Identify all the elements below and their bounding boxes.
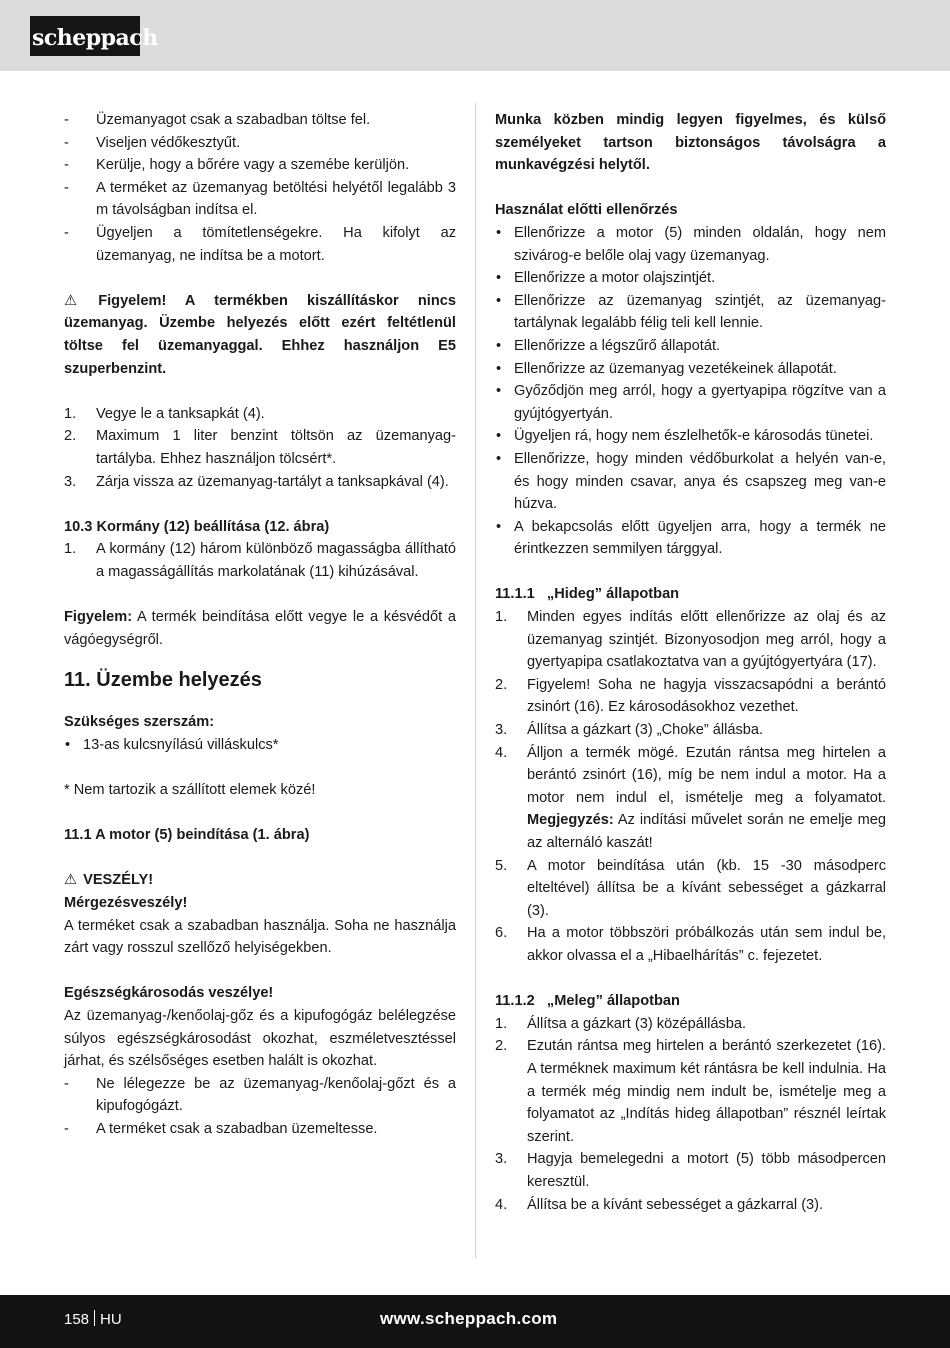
list-item: 2. Ezután rántsa meg hirtelen a berántó szerkezetet (16). A terméknek maximum két rántásra be kell indulnia. Ha a termék még mindig nem indult be, ismételje meg a folyamatot az „Indítás hideg állapotban” résznél leírtak szerint. — [495, 1038, 886, 1145]
poison-title: Mérgezésveszély! — [64, 895, 188, 911]
brand-logo: scheppach — [30, 16, 140, 56]
right-column — [495, 109, 886, 1216]
list-item: - A terméket csak a szabadban üzemeltesse. — [64, 1118, 456, 1141]
website-link[interactable]: www.scheppach.com — [380, 1309, 558, 1328]
caution-text: Figyelem! A termékben kiszállításkor nincs üzemanyag. Üzembe helyezés előtt ezért feltétlenül töltse fel üzemanyaggal. Ehhez használjon E5 szuperbenzint. — [64, 292, 456, 377]
list-item: • Ügyeljen rá, hogy nem észlelhetők-e károsodás tünetei. — [495, 425, 886, 448]
list-item: • A bekapcsolás előtt ügyeljen arra, hogy a termék ne érintkezzen semmilyen tárggyal. — [495, 516, 886, 561]
list-item: - Ne lélegezze be az üzemanyag-/kenőolaj-gőzt és a kipufogógázt. — [64, 1073, 456, 1118]
list-item: • Ellenőrizze a motor (5) minden oldalán, hogy nem szivárog-e belőle olaj vagy üzemanyag. — [495, 222, 886, 267]
health-text: Az üzemanyag-/kenőolaj-gőz és a kipufogógáz belélegzése súlyos egészségkárosodást okozhat, eszméletvesztéssel járhat, és szélsőséges esetben halált is okozhat. — [64, 1007, 456, 1070]
page-number: 158 HU — [64, 1311, 122, 1328]
list-item: 1. Vegye le a tanksapkát (4). — [64, 405, 265, 422]
left-column — [64, 109, 456, 1141]
page-header — [0, 0, 950, 71]
steps-10-3 — [64, 538, 456, 583]
section-heading-11-1: 11.1 A motor (5) beindítása (1. ábra) — [64, 827, 310, 844]
list-item: - Viseljen védőkesztyűt. — [64, 132, 456, 155]
list-item: 2. Figyelem! Soha ne hagyja visszacsapódni a berántó zsinórt (16). Ez károsodásokhoz vezethet. — [495, 676, 886, 716]
attention-note: Munka közben mindig legyen figyelmes, és külső személyeket tartson biztonságos távolságra a munkavégzési helytől. — [495, 112, 886, 174]
warm-start-steps — [495, 1013, 886, 1216]
section-heading-11: 11. Üzembe helyezés — [64, 669, 262, 692]
list-item: - Üzemanyagot csak a szabadban töltse fel. — [64, 109, 456, 132]
warning-triangle-icon: ⚠ — [64, 872, 78, 889]
warm-start-heading: 11.1.2 „Meleg” állapotban — [495, 993, 680, 1010]
list-item: • Ellenőrizze a légszűrő állapotát. — [495, 335, 886, 358]
page-footer — [0, 1295, 950, 1348]
cold-start-steps — [495, 606, 886, 968]
list-item: 4. Álljon a termék mögé. Ezután rántsa meg hirtelen a berántó zsinórt (16), míg be nem indul a motor. Ha a motor nem indul el, ismételje meg a folyamatot. Megjegyzés: Az indítási művelet során ne emelje meg az alternáló kaszát! — [495, 744, 886, 851]
precheck-list — [495, 222, 886, 561]
list-item: • Ellenőrizze az üzemanyag vezetékeinek állapotát. — [495, 358, 886, 381]
caution-note — [64, 290, 456, 380]
language-code: HU — [100, 1311, 122, 1328]
list-item: 3. Állítsa a gázkart (3) „Choke” állásba. — [495, 722, 764, 739]
fuel-safety-list — [64, 109, 456, 267]
list-item: • Ellenőrizze a motor olajszintjét. — [495, 267, 886, 290]
warning-triangle-icon: ⚠ — [64, 292, 93, 309]
list-item: - Ügyeljen a tömítetlenségekre. Ha kifolyt az üzemanyag, ne indítsa be a motort. — [64, 222, 456, 267]
list-item: 5. A motor beindítása után (kb. 15 -30 másodperc elteltével) állítsa be a kívánt sebességet a gázkarral (3). — [495, 857, 886, 919]
list-item: - Kerülje, hogy a bőrére vagy a szemébe kerüljön. — [64, 154, 456, 177]
list-item: 2. Maximum 1 liter benzint töltsön az üzemanyag-tartályba. Ehhez használjon tölcsért*. — [64, 428, 456, 467]
cold-start-heading: 11.1.1 „Hideg” állapotban — [495, 586, 680, 603]
section-heading-10-3: 10.3 Kormány (12) beállítása (12. ábra) — [64, 518, 330, 535]
poison-text: A terméket csak a szabadban használja. Soha ne használja zárt vagy rosszul szellőző helyiségekben. — [64, 917, 456, 957]
column-divider — [475, 103, 476, 1258]
list-item: 4. Állítsa be a kívánt sebességet a gázkarral (3). — [495, 1196, 824, 1213]
list-item: 1. Állítsa a gázkart (3) középállásba. — [495, 1015, 747, 1032]
list-item: • Ellenőrizze az üzemanyag szintjét, az üzemanyag-tartálynak legalább félig teli kell lennie. — [495, 290, 886, 335]
blade-guard-note: Figyelem: A termék beindítása előtt vegye le a késvédőt a vágóegységről. — [64, 609, 456, 648]
list-item: 3. Zárja vissza az üzemanyag-tartályt a tanksapkával (4). — [64, 473, 449, 490]
list-item: 1. A kormány (12) három különböző magasságba állítható a magasságállítás markolatának (11) kihúzásával. — [64, 541, 456, 580]
tools-heading: Szükséges szerszám: — [64, 714, 215, 731]
danger-title: ⚠ VESZÉLY! — [64, 872, 154, 889]
list-item: • Győződjön meg arról, hogy a gyertyapipa rögzítve van a gyújtógyertyán. — [495, 380, 886, 425]
fill-steps — [64, 403, 456, 493]
list-item: 6. Ha a motor többszöri próbálkozás után sem indul be, akkor olvassa el a „Hibaelhárítás” c. fejezetet. — [495, 925, 886, 964]
tools-list — [64, 734, 456, 757]
health-title: Egészségkárosodás veszélye! — [64, 985, 274, 1002]
list-item: - A terméket az üzemanyag betöltési helyétől legalább 3 m távolságban indítsa el. — [64, 177, 456, 222]
precheck-heading: Használat előtti ellenőrzés — [495, 202, 678, 219]
list-item: 1. Minden egyes indítás előtt ellenőrizze az olaj és az üzemanyag szintjét. Bizonyosodjon meg arról, hogy a gyertyapipa csatlakoztatva van a gyújtógyertyára (17). — [495, 609, 886, 671]
health-list — [64, 1073, 456, 1141]
list-item: • 13-as kulcsnyílású villáskulcs* — [64, 734, 456, 757]
list-item: • Ellenőrizze, hogy minden védőburkolat a helyén van-e, és hogy minden csavar, anya és csapszeg meg van-e húzva. — [495, 448, 886, 516]
footnote: * Nem tartozik a szállított elemek közé! — [64, 782, 316, 799]
list-item: 3. Hagyja bemelegedni a motort (5) több másodpercen keresztül. — [495, 1151, 886, 1190]
